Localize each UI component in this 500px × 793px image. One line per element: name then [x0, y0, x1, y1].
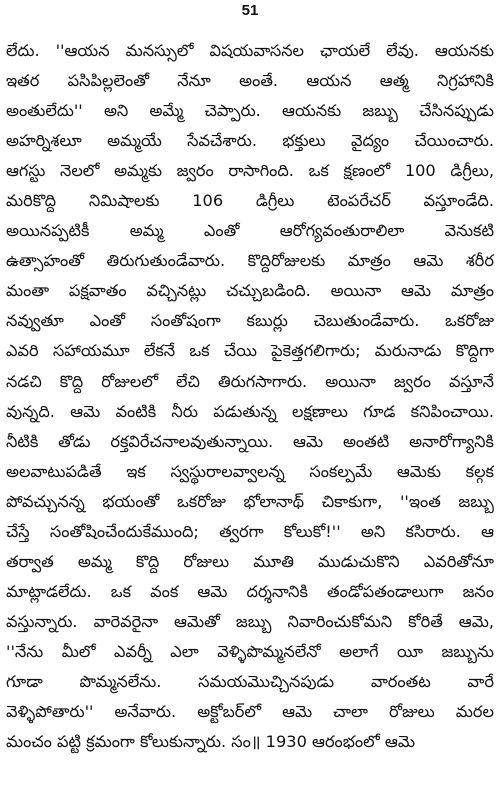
text-line: వస్తున్నారు. వారెవరైనా ఆమెతో జబ్బు నివారించుకోమని కోరితే ఆమె,: [6, 611, 494, 631]
text-line: ఉత్సాహంతో తిరుగుతుండేవారు. కొద్దిరోజులకు మాత్రం ఆమె శరీర: [6, 251, 494, 271]
text-line: నవ్వుతూ ఎంతో సంతోషంగా కబుర్లు చెబుతుండేవారు. ఒకరోజు: [6, 311, 494, 331]
text-line: తర్వాత అమ్మ కొద్ది రోజులు మూతి ముడుచుకొని ఎవరితోనూ: [6, 551, 494, 571]
text-line: మాట్లాడలేదు. ఒక వంక ఆమె దర్శనానికి తండోపతండాలుగా జనం: [6, 581, 494, 601]
text-line: మంచం పట్టి క్రమంగా కోలుకున్నారు. సం॥ 1930 ఆరంభంలో ఆమె: [6, 732, 415, 752]
text-line: చేస్తే సంతోషించేందుకేముంది; త్వరగా కోలుకో!'' అని కసిరారు. ఆ: [6, 521, 494, 541]
body-text: [6, 36, 494, 757]
text-line: లేదు. ''ఆయన మనస్సులో విషయవాసనల ఛాయలే లేవు. ఆయనకు: [6, 41, 494, 60]
text-line: ఇతర పసిపిల్లలెంతో నేనూ అంతే. ఆయన ఆత్మ నిగ్రహానికి: [6, 71, 494, 91]
text-line: గూడా పొమ్మనలేను. సమయమొచ్చినపుడు వారంతట వారే: [6, 671, 494, 691]
text-line: అంతులేదు'' అని అమ్మే చెప్పారు. ఆయనకు జబ్బు చేసినప్పుడు: [6, 101, 494, 121]
text-line: నడచి కొద్ది రోజులలో లేచి తిరుగసాగారు. అయినా జ్వరం వస్తూనే: [6, 371, 494, 391]
text-line: పోవచ్చునన్న భయంతో ఒకరోజు భోలానాథ్ చికాకుగా, ''ఇంత జబ్బు: [6, 491, 494, 511]
text-line: అహర్నిశలూ అమ్మయే సేవచేశారు. భక్తులు వైద్యం చేయించారు.: [6, 131, 494, 151]
text-line: అయినప్పటికీ అమ్మ ఎంతో ఆరోగ్యవంతురాలిలా వెనుకటి: [6, 221, 494, 241]
text-line: మంతా పక్షవాతం వచ్చినట్లు చచ్చుబడింది. అయినా ఆమె మాత్రం: [6, 281, 494, 301]
text-line: ఆగస్టు నెలలో అమ్మకు జ్వరం రాసాగింది. ఒక క్షణంలో 100 డిగ్రీలు,: [6, 161, 494, 181]
text-line: ''నేను మీలో ఎవర్నీ ఎలా వెళ్ళిపొమ్మనలేనో అలాగే యీ జబ్బును: [6, 641, 494, 661]
text-line: వెళ్ళిపోతారు'' అనేవారు. అక్టోబర్‌లో ఆమె చాలా రోజులు మరల: [6, 702, 494, 722]
text-line: ఎవరి సహాయమూ లేకనే ఒక చేయి పైకెత్తగలిగారు; మరునాడు కొద్దిగా: [6, 341, 494, 361]
text-line: వున్నది. ఆమె వంటికి నీరు పడుతున్న లక్షణాలు గూడ కనిపించాయి.: [6, 401, 494, 421]
page-number: 51: [241, 2, 259, 19]
text-line: నీటికి తోడు రక్తవిరేచనాలవుతున్నాయి. ఆమె అంతటి అనారోగ్యానికి: [6, 431, 494, 451]
text-line: అలవాటుపడితే ఇక స్వస్థురాలవ్వాలన్న సంకల్పమే ఆమెకు కల్గక: [6, 461, 494, 481]
text-line: మరికొద్ది నిమిషాలకు 106 డిగ్రీలు టెంపరేచర్ వస్తూండేది.: [6, 191, 494, 211]
